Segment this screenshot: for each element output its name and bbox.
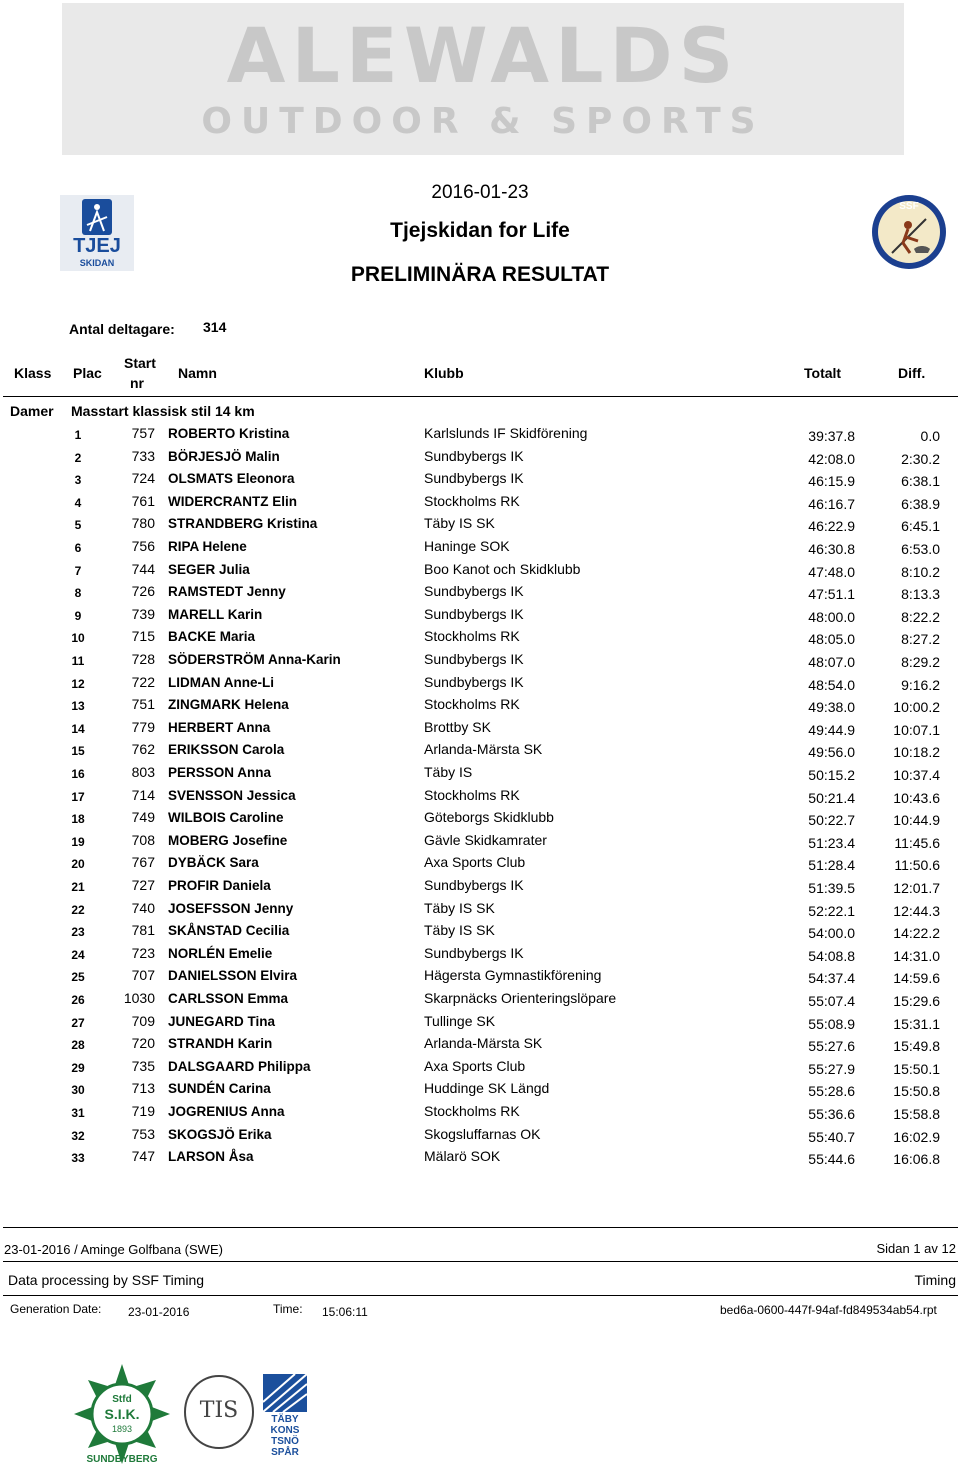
result-row bbox=[0, 1126, 960, 1148]
total-time: 46:22.9 bbox=[808, 518, 855, 535]
start-number: 708 bbox=[131, 831, 155, 848]
time-diff: 15:29.6 bbox=[893, 993, 940, 1009]
time-diff: 12:01.7 bbox=[893, 880, 940, 896]
total-time: 55:36.6 bbox=[808, 1106, 855, 1122]
result-title: PRELIMINÄRA RESULTAT bbox=[350, 263, 610, 286]
total-time: 51:39.5 bbox=[808, 880, 855, 896]
result-row bbox=[0, 967, 960, 989]
start-number: 747 bbox=[131, 1148, 155, 1165]
start-number: 740 bbox=[131, 899, 155, 916]
time-diff: 15:58.8 bbox=[893, 1106, 940, 1122]
time-diff: 10:37.4 bbox=[893, 767, 940, 783]
result-row bbox=[0, 922, 960, 944]
total-time: 50:22.7 bbox=[808, 812, 855, 829]
total-time: 49:56.0 bbox=[808, 744, 855, 761]
footer-timing: Timing bbox=[914, 1272, 956, 1288]
start-number: 709 bbox=[131, 1012, 155, 1029]
club-name: Skogsluffarnas OK bbox=[424, 1125, 541, 1142]
start-number: 780 bbox=[131, 515, 155, 532]
start-number: 749 bbox=[131, 809, 155, 826]
athlete-name: JUNEGARD Tina bbox=[168, 1013, 276, 1029]
placement: 7 bbox=[74, 563, 82, 578]
placement: 6 bbox=[74, 541, 82, 555]
club-name: Stockholms RK bbox=[424, 492, 520, 509]
time-diff: 10:18.2 bbox=[893, 744, 940, 761]
athlete-name: DYBÄCK Sara bbox=[168, 855, 259, 871]
total-time: 55:44.6 bbox=[808, 1151, 855, 1168]
club-name: Sundbybergs IK bbox=[424, 470, 524, 487]
event-title: Tjejskidan for Life bbox=[390, 219, 570, 242]
total-time: 55:27.9 bbox=[808, 1060, 855, 1077]
category-klass: Damer bbox=[10, 403, 54, 419]
result-row bbox=[0, 809, 960, 831]
sponsor-banner bbox=[62, 3, 904, 155]
start-number: 751 bbox=[131, 696, 155, 713]
athlete-name: CARLSSON Emma bbox=[168, 991, 289, 1006]
result-row bbox=[0, 1103, 960, 1125]
start-number: 715 bbox=[131, 628, 155, 645]
athlete-name: STRANDH Karin bbox=[168, 1036, 273, 1052]
athlete-name: SKOGSJÖ Erika bbox=[168, 1126, 272, 1142]
time-diff: 16:02.9 bbox=[893, 1128, 940, 1145]
club-name: Stockholms RK bbox=[424, 628, 520, 645]
club-name: Täby IS SK bbox=[424, 515, 495, 532]
time-diff: 0.0 bbox=[920, 428, 940, 444]
athlete-name: DANIELSSON Elvira bbox=[168, 968, 298, 984]
total-time: 48:05.0 bbox=[808, 631, 855, 648]
total-time: 48:54.0 bbox=[808, 676, 855, 693]
gen-date-label: Generation Date: bbox=[10, 1302, 102, 1316]
taby-line-3: TSNÖ bbox=[271, 1436, 299, 1447]
start-number: 713 bbox=[131, 1080, 155, 1097]
result-row bbox=[0, 832, 960, 854]
club-name: Sundbybergs IK bbox=[424, 877, 524, 893]
time-diff: 15:49.8 bbox=[893, 1038, 940, 1055]
start-number: 762 bbox=[131, 741, 155, 758]
athlete-name: JOSEFSSON Jenny bbox=[168, 900, 294, 916]
sik-sundbyberg-logo bbox=[68, 1360, 176, 1468]
total-time: 48:00.0 bbox=[808, 608, 855, 625]
club-name: Huddinge SK Längd bbox=[424, 1080, 550, 1097]
result-row bbox=[0, 945, 960, 967]
club-name: Göteborgs Skidklubb bbox=[424, 809, 554, 826]
time-diff: 8:10.2 bbox=[901, 563, 940, 580]
result-row bbox=[0, 470, 960, 492]
club-name: Täby IS bbox=[424, 764, 473, 780]
start-number: 728 bbox=[131, 651, 155, 667]
result-row bbox=[0, 448, 960, 470]
result-row bbox=[0, 515, 960, 537]
time-diff: 10:07.1 bbox=[893, 721, 940, 738]
time-diff: 11:50.6 bbox=[894, 857, 940, 874]
athlete-name: PROFIR Daniela bbox=[168, 878, 271, 893]
total-time: 49:44.9 bbox=[808, 721, 855, 738]
result-row bbox=[0, 1013, 960, 1035]
athlete-name: SÖDERSTRÖM Anna-Karin bbox=[168, 652, 341, 667]
placement: 24 bbox=[71, 947, 85, 962]
time-diff: 2:30.2 bbox=[901, 450, 940, 467]
placement: 28 bbox=[71, 1038, 85, 1053]
athlete-name: MARELL Karin bbox=[168, 606, 263, 622]
athlete-name: SVENSSON Jessica bbox=[168, 787, 296, 803]
athlete-name: ERIKSSON Carola bbox=[168, 742, 285, 758]
placement: 1 bbox=[74, 428, 82, 442]
start-number: 803 bbox=[131, 764, 155, 780]
result-row bbox=[0, 877, 960, 899]
club-name: Arlanda-Märsta SK bbox=[424, 741, 543, 758]
start-number: 761 bbox=[131, 492, 155, 509]
athlete-name: STRANDBERG Kristina bbox=[168, 516, 318, 532]
time-diff: 6:53.0 bbox=[901, 541, 940, 557]
result-row bbox=[0, 583, 960, 605]
sik-name-text: SUNDBYBERG bbox=[86, 1454, 158, 1465]
placement: 2 bbox=[74, 450, 82, 465]
gen-date-value: 23-01-2016 bbox=[128, 1305, 190, 1319]
club-name: Skarpnäcks Orienteringslöpare bbox=[424, 990, 617, 1006]
placement: 27 bbox=[71, 1015, 85, 1030]
time-diff: 12:44.3 bbox=[893, 902, 940, 919]
athlete-name: WILBOIS Caroline bbox=[168, 810, 284, 826]
footer-venue: 23-01-2016 / Aminge Golfbana (SWE) bbox=[4, 1242, 223, 1257]
total-time: 47:48.0 bbox=[808, 563, 855, 580]
result-row bbox=[0, 990, 960, 1012]
banner-title: ALEWALDS bbox=[226, 11, 740, 100]
club-name: Hägersta Gymnastikförening bbox=[424, 967, 602, 984]
placement: 26 bbox=[71, 993, 85, 1007]
result-row bbox=[0, 674, 960, 696]
result-row bbox=[0, 787, 960, 809]
start-number: 739 bbox=[131, 605, 155, 622]
placement: 14 bbox=[71, 721, 85, 736]
athlete-name: BACKE Maria bbox=[168, 629, 256, 645]
total-time: 51:23.4 bbox=[808, 834, 855, 851]
col-start: Start bbox=[124, 355, 156, 371]
total-time: 55:08.9 bbox=[808, 1015, 855, 1032]
skidan-logo-text: SKIDAN bbox=[79, 258, 115, 268]
start-number: 720 bbox=[131, 1035, 155, 1052]
gen-time-label: Time: bbox=[273, 1302, 303, 1316]
total-time: 42:08.0 bbox=[808, 450, 855, 467]
club-name: Sundbybergs IK bbox=[424, 944, 524, 961]
start-number: 719 bbox=[131, 1103, 155, 1119]
footer-rule-2 bbox=[3, 1261, 958, 1262]
placement: 11 bbox=[71, 654, 85, 668]
athlete-name: PERSSON Anna bbox=[168, 765, 272, 780]
result-row bbox=[0, 719, 960, 741]
start-number: 733 bbox=[131, 447, 155, 464]
athlete-name: SUNDÉN Carina bbox=[168, 1081, 271, 1097]
time-diff: 8:22.2 bbox=[901, 608, 940, 625]
tks-logo bbox=[182, 1372, 256, 1452]
time-diff: 6:45.1 bbox=[901, 518, 940, 535]
athlete-name: LIDMAN Anne-Li bbox=[168, 674, 274, 690]
club-name: Stockholms RK bbox=[424, 786, 520, 803]
sik-year-text: 1893 bbox=[111, 1424, 133, 1434]
time-diff: 10:43.6 bbox=[893, 789, 940, 806]
result-row bbox=[0, 900, 960, 922]
time-diff: 8:29.2 bbox=[901, 654, 940, 670]
total-time: 55:07.4 bbox=[808, 993, 855, 1009]
result-row bbox=[0, 741, 960, 763]
time-diff: 8:27.2 bbox=[901, 631, 940, 648]
total-time: 54:37.4 bbox=[808, 970, 855, 987]
athlete-name: OLSMATS Eleonora bbox=[168, 471, 295, 487]
result-row bbox=[0, 651, 960, 673]
total-time: 48:07.0 bbox=[808, 654, 855, 670]
athlete-name: NORLÉN Emelie bbox=[168, 945, 273, 961]
time-diff: 16:06.8 bbox=[893, 1151, 940, 1168]
start-number: 723 bbox=[131, 944, 155, 961]
start-number: 707 bbox=[131, 967, 155, 984]
result-row bbox=[0, 1035, 960, 1057]
placement: 10 bbox=[71, 631, 85, 646]
footer-processing: Data processing by SSF Timing bbox=[8, 1272, 205, 1288]
taby-line-4: SPÅR bbox=[271, 1447, 299, 1458]
athlete-name: BÖRJESJÖ Malin bbox=[168, 448, 280, 464]
result-row bbox=[0, 1148, 960, 1170]
athlete-name: MOBERG Josefine bbox=[168, 832, 288, 848]
time-diff: 14:31.0 bbox=[893, 947, 940, 964]
start-number: 726 bbox=[131, 583, 155, 600]
club-name: Sundbybergs IK bbox=[424, 651, 524, 667]
start-number: 781 bbox=[131, 922, 155, 939]
placement: 20 bbox=[71, 857, 85, 872]
time-diff: 15:50.1 bbox=[893, 1060, 940, 1077]
placement: 12 bbox=[71, 676, 85, 691]
club-name: Gävle Skidkamrater bbox=[424, 831, 547, 848]
time-diff: 11:45.6 bbox=[894, 834, 940, 851]
start-number: 724 bbox=[131, 470, 155, 487]
ssf-logo-text: SSF bbox=[899, 201, 919, 212]
total-time: 54:00.0 bbox=[808, 925, 855, 942]
taby-konstsno-logo bbox=[263, 1374, 307, 1460]
athlete-name: HERBERT Anna bbox=[168, 719, 271, 735]
total-time: 46:16.7 bbox=[808, 495, 855, 512]
athlete-name: ZINGMARK Helena bbox=[168, 697, 289, 713]
start-number: 756 bbox=[131, 538, 155, 554]
placement: 33 bbox=[71, 1151, 85, 1166]
placement: 25 bbox=[71, 970, 85, 985]
club-name: Stockholms RK bbox=[424, 696, 520, 713]
start-number: 722 bbox=[131, 673, 155, 690]
start-number: 714 bbox=[131, 786, 155, 803]
placement: 29 bbox=[71, 1060, 85, 1075]
athlete-name: WIDERCRANTZ Elin bbox=[168, 493, 297, 509]
time-diff: 10:00.2 bbox=[893, 699, 940, 716]
total-time: 51:28.4 bbox=[808, 857, 855, 874]
footer-rule-3 bbox=[3, 1295, 958, 1296]
category-name: Masstart klassisk stil 14 km bbox=[71, 403, 255, 419]
club-name: Sundbybergs IK bbox=[424, 447, 524, 464]
result-row bbox=[0, 425, 960, 447]
placement: 15 bbox=[71, 744, 85, 759]
club-name: Karlslunds IF Skidförening bbox=[424, 425, 588, 441]
total-time: 55:28.6 bbox=[808, 1083, 855, 1100]
placement: 5 bbox=[74, 518, 82, 533]
placement: 18 bbox=[71, 812, 85, 827]
result-row bbox=[0, 628, 960, 650]
placement: 9 bbox=[74, 608, 82, 623]
placement: 3 bbox=[74, 473, 82, 488]
sik-top-text: Stfd bbox=[112, 1394, 132, 1405]
header-rule bbox=[3, 396, 958, 397]
athlete-name: DALSGAARD Philippa bbox=[168, 1058, 311, 1074]
time-diff: 8:13.3 bbox=[901, 586, 940, 603]
gen-time-value: 15:06:11 bbox=[322, 1305, 368, 1319]
result-row bbox=[0, 1080, 960, 1102]
total-time: 55:40.7 bbox=[808, 1128, 855, 1145]
club-name: Sundbybergs IK bbox=[424, 605, 524, 622]
start-number: 744 bbox=[131, 560, 155, 577]
total-time: 50:21.4 bbox=[808, 789, 855, 806]
placement: 22 bbox=[71, 902, 85, 917]
placement: 21 bbox=[71, 880, 85, 894]
total-time: 46:15.9 bbox=[808, 473, 855, 490]
start-number: 1030 bbox=[123, 990, 155, 1006]
result-row bbox=[0, 606, 960, 628]
col-klass: Klass bbox=[14, 365, 52, 381]
total-time: 39:37.8 bbox=[808, 428, 855, 444]
placement: 31 bbox=[71, 1106, 85, 1120]
club-name: Stockholms RK bbox=[424, 1103, 520, 1119]
result-row bbox=[0, 538, 960, 560]
col-klubb: Klubb bbox=[424, 365, 464, 381]
col-nr: nr bbox=[130, 375, 144, 391]
total-time: 49:38.0 bbox=[808, 699, 855, 716]
time-diff: 10:44.9 bbox=[893, 812, 940, 829]
time-diff: 15:31.1 bbox=[893, 1015, 940, 1032]
col-plac: Plac bbox=[73, 365, 102, 381]
club-name: Boo Kanot och Skidklubb bbox=[424, 560, 581, 577]
placement: 32 bbox=[71, 1128, 85, 1143]
athlete-name: SKÅNSTAD Cecilia bbox=[168, 923, 290, 939]
result-row bbox=[0, 696, 960, 718]
tjej-logo-text: TJEJ bbox=[73, 235, 121, 257]
club-name: Täby IS SK bbox=[424, 922, 495, 939]
total-time: 52:22.1 bbox=[808, 902, 855, 919]
placement: 23 bbox=[71, 925, 85, 940]
start-number: 727 bbox=[131, 877, 155, 893]
result-row bbox=[0, 1058, 960, 1080]
footer-rule bbox=[3, 1227, 958, 1228]
total-time: 55:27.6 bbox=[808, 1038, 855, 1055]
taby-line-1: TÄBY bbox=[271, 1414, 299, 1425]
club-name: Axa Sports Club bbox=[424, 1057, 526, 1074]
placement: 8 bbox=[74, 586, 82, 601]
total-time: 54:08.8 bbox=[808, 947, 855, 964]
placement: 17 bbox=[71, 789, 85, 804]
total-time: 47:51.1 bbox=[808, 586, 855, 603]
athlete-name: RIPA Helene bbox=[168, 539, 247, 554]
tks-monogram: TIS bbox=[199, 1398, 239, 1423]
club-name: Arlanda-Märsta SK bbox=[424, 1035, 543, 1052]
athlete-name: SEGER Julia bbox=[168, 561, 250, 577]
taby-line-2: KONS bbox=[270, 1425, 300, 1436]
club-name: Täby IS SK bbox=[424, 899, 495, 916]
result-row bbox=[0, 493, 960, 515]
banner-subtitle: OUTDOOR & SPORTS bbox=[201, 101, 765, 142]
participants-label: Antal deltagare: bbox=[69, 321, 175, 337]
placement: 30 bbox=[71, 1083, 85, 1098]
col-totalt: Totalt bbox=[804, 365, 842, 381]
result-row bbox=[0, 854, 960, 876]
time-diff: 6:38.9 bbox=[901, 495, 940, 512]
club-name: Brottby SK bbox=[424, 718, 491, 735]
footer-page: Sidan 1 av 12 bbox=[876, 1241, 956, 1256]
time-diff: 14:22.2 bbox=[893, 925, 940, 942]
club-name: Mälarö SOK bbox=[424, 1148, 501, 1165]
participants-count: 314 bbox=[203, 319, 227, 335]
start-number: 753 bbox=[131, 1125, 155, 1142]
athlete-name: RAMSTEDT Jenny bbox=[168, 584, 286, 600]
placement: 19 bbox=[71, 834, 85, 849]
result-row bbox=[0, 764, 960, 786]
report-file: bed6a-0600-447f-94af-fd849534ab54.rpt bbox=[720, 1303, 937, 1317]
start-number: 735 bbox=[131, 1057, 155, 1074]
time-diff: 9:16.2 bbox=[901, 676, 940, 693]
placement: 13 bbox=[71, 699, 85, 714]
time-diff: 15:50.8 bbox=[893, 1083, 940, 1100]
start-number: 767 bbox=[131, 854, 155, 871]
club-name: Sundbybergs IK bbox=[424, 583, 524, 600]
club-name: Tullinge SK bbox=[424, 1012, 496, 1029]
result-row bbox=[0, 561, 960, 583]
club-name: Haninge SOK bbox=[424, 538, 510, 554]
placement: 16 bbox=[71, 767, 85, 781]
col-namn: Namn bbox=[178, 365, 217, 381]
club-name: Axa Sports Club bbox=[424, 854, 526, 871]
start-number: 757 bbox=[131, 425, 155, 441]
start-number: 779 bbox=[131, 718, 155, 735]
total-time: 50:15.2 bbox=[808, 767, 855, 783]
total-time: 46:30.8 bbox=[808, 541, 855, 557]
col-diff: Diff. bbox=[898, 365, 926, 381]
time-diff: 6:38.1 bbox=[901, 473, 940, 490]
time-diff: 14:59.6 bbox=[893, 970, 940, 987]
event-date: 2016-01-23 bbox=[431, 182, 529, 203]
sik-mid-text: S.I.K. bbox=[104, 1406, 140, 1422]
placement: 4 bbox=[74, 495, 82, 510]
athlete-name: ROBERTO Kristina bbox=[168, 426, 290, 441]
athlete-name: LARSON Åsa bbox=[168, 1149, 254, 1165]
club-name: Sundbybergs IK bbox=[424, 673, 524, 690]
athlete-name: JOGRENIUS Anna bbox=[168, 1104, 285, 1119]
